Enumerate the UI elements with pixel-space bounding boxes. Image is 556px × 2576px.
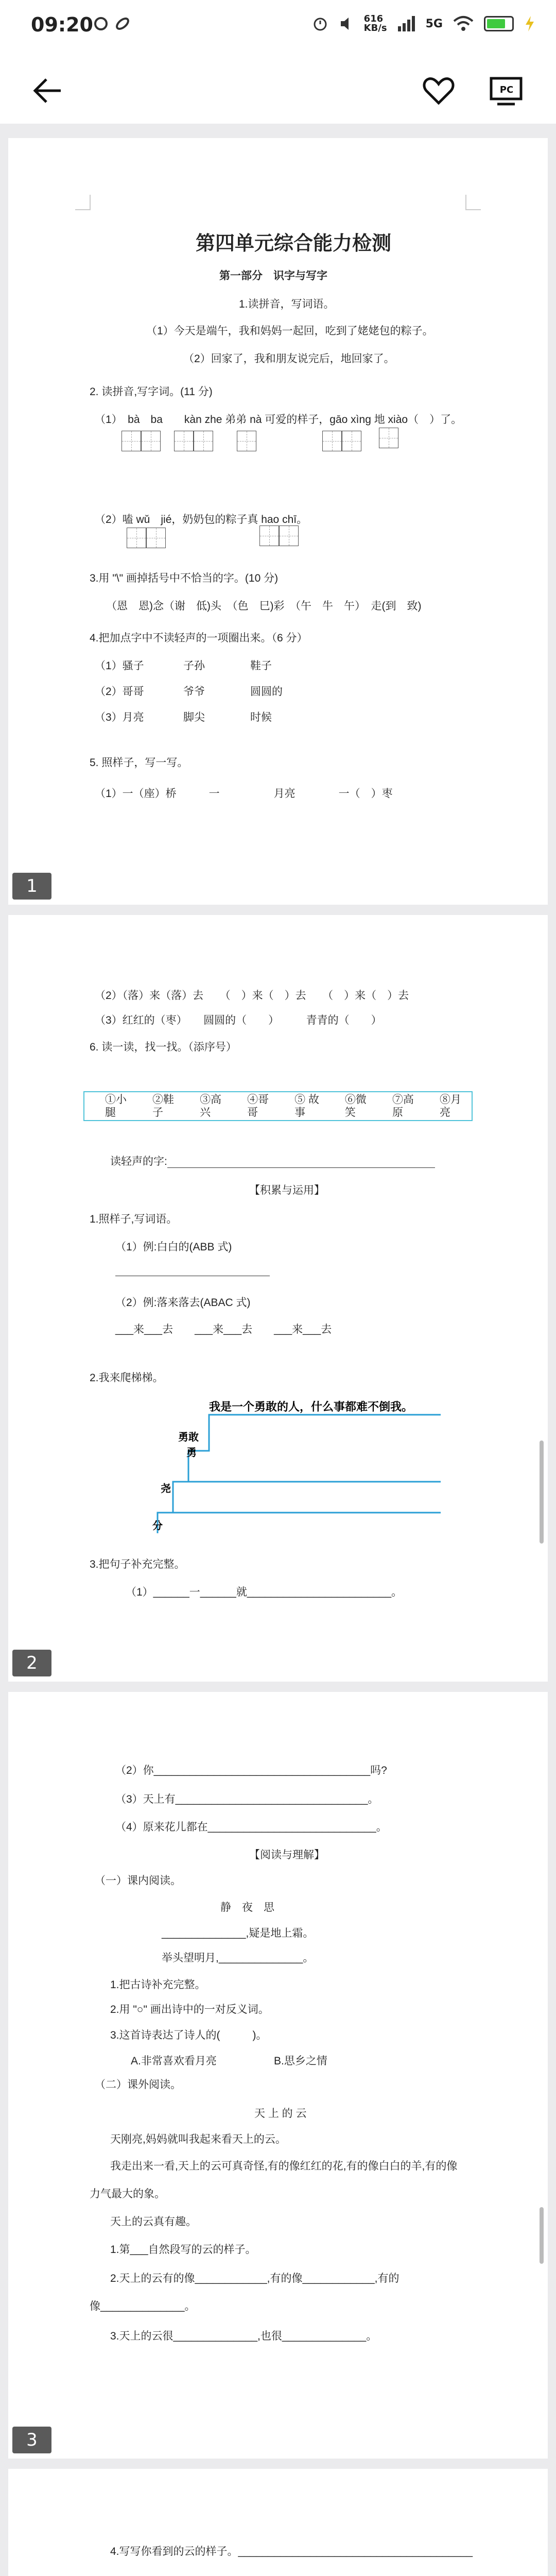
sync-icon [93,15,109,32]
page-number-badge: 1 [12,873,51,900]
question-text: 5. 照样子，写一写。 [90,757,188,769]
question-text: 2. 读拼音,写字词。(11 分) [90,386,213,398]
cast-pc-icon [489,75,525,106]
paragraph: 力气最大的象。 [90,2188,165,2200]
writing-grid[interactable] [121,431,161,451]
word-item: ①小腿 [105,1093,127,1118]
word-item: ⑦高原 [392,1093,414,1118]
question-text: 4.写写你看到的云的样子。_______________________________________ [110,2546,473,2557]
charging-icon [524,15,535,32]
alarm-icon [312,15,328,32]
network-type: 5G [425,17,443,30]
story-title: 天 上 的 云 [254,2108,307,2120]
stair-word: 分 [152,1520,163,1532]
question-text: 3.这首诗表达了诗人的( )。 [110,2029,267,2041]
answer-line[interactable] [90,2570,409,2576]
answer-line[interactable] [115,1263,270,1276]
word-item: ②鞋子 [152,1093,175,1118]
paragraph: 天刚亮,妈妈就叫我起来看天上的云。 [110,2133,286,2145]
page-number-badge: 3 [12,2427,51,2453]
writing-grid[interactable] [237,431,256,451]
section-heading: 【积累与运用】 [249,1184,325,1196]
question-text: 3.天上的云很______________,也很______________。 [110,2330,377,2342]
page-content [8,2469,548,2576]
prompt-label: 读轻声的字: [110,1156,167,1167]
question-text: （恩 恩)念（谢 低)头 （色 巳)彩 （午 牛 午） 走(到 致) [106,600,422,612]
question-text: （二）课外阅读。 [95,2079,181,2091]
question-text: 2.我来爬梯梯。 [90,1372,164,1384]
paragraph: 天上的云真有趣。 [110,2216,197,2228]
writing-grid[interactable] [174,431,213,451]
option-text: 爷爷 [183,686,205,698]
question-text: 1.把古诗补充完整。 [110,1979,206,1991]
word-item: ⑧月亮 [439,1093,461,1118]
mute-icon [338,15,354,32]
wifi-icon [453,15,474,32]
option-text: B.思乡之情 [274,2055,327,2067]
question-text: （1）例:白白的(ABB 式) [115,1241,232,1253]
battery-icon [484,16,514,31]
question-text: （1）今天是端午，我和妈妈一起回，吃到了姥姥包的粽子。 [146,325,433,337]
word-item: ⑤ 故事 [294,1093,319,1118]
question-text: 4.把加点字中不读轻声的一项圈出来。（6 分） [90,632,308,644]
question-text: （2）回家了，我和朋友说完后，地回家了。 [183,353,395,365]
question-text: 3.把句子补充完整。 [90,1558,185,1570]
back-arrow-icon [32,75,63,106]
question-text: 1.第___自然段写的云的样子。 [110,2244,256,2256]
section-heading: 【阅读与理解】 [249,1849,325,1861]
document-page-1[interactable] [8,138,548,905]
option-text: 时候 [250,711,272,723]
word-item: ④哥哥 [247,1093,269,1118]
question-text: （2）例:落来落去(ABAC 式) [115,1297,251,1309]
question-text: ___来___去 ___来___去 ___来___去 [115,1324,332,1335]
stair-word: 尧 [161,1483,171,1495]
question-text: （一）课内阅读。 [95,1875,181,1887]
question-text [110,1155,435,1168]
writing-grid[interactable] [259,526,299,546]
option-text: （3）月亮 [95,711,144,723]
question-text: （3）红红的（枣） 圆圆的（ ） 青青的（ ） [95,1014,382,1026]
question-text: （2）（落）来（落）去 （ ）来（ ）去 （ ）来（ ）去 [95,990,409,1002]
question-text: （2）嗑 wǔ jié，奶奶包的粽子真 hao chī。 [95,514,308,526]
page-content [8,915,548,1682]
scrollbar-thumb[interactable] [540,1440,544,1544]
svg-text:PC: PC [499,84,514,95]
clock: 09:20 [31,13,93,36]
word-box [83,1091,473,1121]
option-text: 子孙 [183,660,205,672]
option-text: （2）哥哥 [95,686,144,698]
document-page-4[interactable] [8,2469,548,2576]
answer-line[interactable] [167,1158,435,1168]
question-text: （1） bà ba kàn zhe 弟弟 nà 可爱的样子，gāo xìng 地 xiào（ ）了。 [95,414,462,426]
stairs-diagram [137,1394,446,1538]
question-text: （1）一（座）桥 一 月亮 一（ ）枣 [95,788,393,800]
stair-word: 勇敢 [178,1432,199,1443]
scrollbar-thumb[interactable] [540,2207,544,2264]
word-item: ③高兴 [200,1093,222,1118]
back-button[interactable] [31,74,64,107]
page-content [8,138,548,905]
favorite-button[interactable] [422,74,455,107]
question-text: （4）原来花儿都在____________________________。 [115,1821,387,1833]
question-text: 3.用 "\" 画掉括号中不恰当的字。(10 分) [90,572,279,584]
document-page-2[interactable] [8,915,548,1682]
option-text: 圆圆的 [250,686,283,698]
signal-icon [397,15,415,32]
question-text: 2.天上的云有的像____________,有的像____________,有的 [110,2273,399,2284]
link-icon [114,15,131,32]
question-text: 像______________。 [90,2300,196,2312]
heart-icon [422,75,455,106]
option-text: 鞋子 [250,660,272,672]
option-text: （1）骚子 [95,660,144,672]
document-page-3[interactable] [8,1692,548,2459]
paragraph: 我走出来一看,天上的云可真奇怪,有的像红红的花,有的像白白的羊,有的像 [110,2160,458,2172]
question-text: （1）______一______就________________________。 [126,1586,403,1598]
poem-title: 静 夜 思 [220,1902,274,1913]
question-text: （3）天上有________________________________。 [115,1793,379,1805]
notification-icons [93,15,131,32]
cast-to-pc-button[interactable] [489,74,525,107]
page-title: 第四单元综合能力检测 [196,232,392,255]
writing-grid[interactable] [379,428,398,448]
question-text: 2.用 "○" 画出诗中的一对反义词。 [110,2004,269,2015]
section-heading: 第一部分 识字与写字 [219,270,327,282]
poem-line: ______________,疑是地上霜。 [162,1927,314,1939]
stair-word: 勇 [186,1447,197,1459]
option-text: A.非常喜欢看月亮 [131,2055,217,2067]
network-speed: 616 KB/s [363,13,387,33]
question-text: （2）你____________________________________吗? [115,1765,387,1776]
page-content [8,1692,548,2459]
question-text: 1.照样子,写词语。 [90,1213,178,1225]
writing-grid[interactable] [322,431,361,451]
word-item: ⑥微笑 [344,1093,367,1118]
page-number-badge: 2 [12,1650,51,1676]
stairs-sentence: 我是一个勇敢的人，什么事都难不倒我。 [209,1400,413,1413]
question-text: 6. 读一读，找一找。（添序号） [90,1041,237,1053]
option-text: 脚尖 [183,711,205,723]
writing-grid[interactable] [127,528,166,548]
top-toolbar [0,57,556,124]
question-text: 1.读拼音，写词语。 [239,298,335,310]
poem-line: 举头望明月,______________。 [162,1952,314,1964]
status-bar [0,0,556,57]
